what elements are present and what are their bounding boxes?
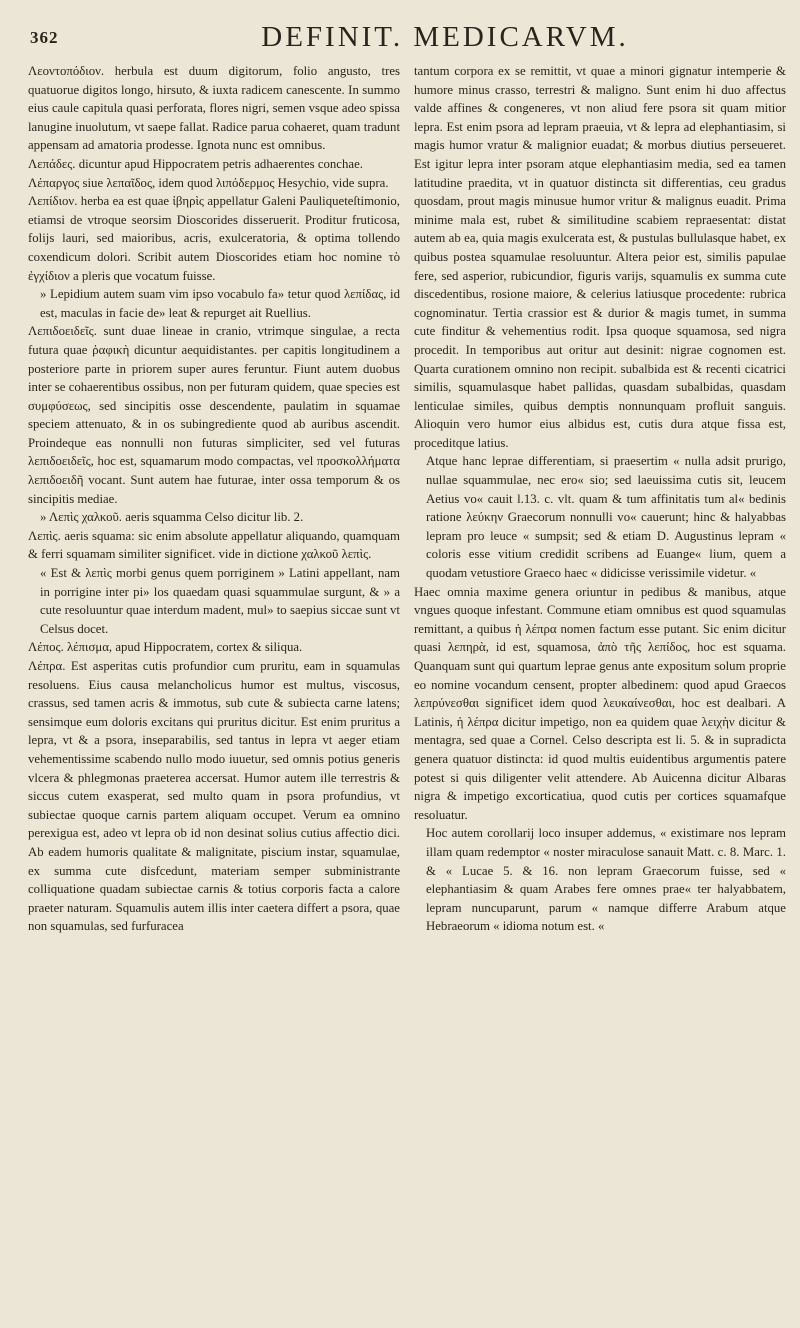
entry-paragraph: Λεπάδες. dicuntur apud Hippocratem petris adhaerentes conchae. <box>28 156 363 171</box>
quoted-paragraph: » Lepidium autem suam vim ipso vocabulo fa» tetur quod λεπίδας, id est, maculas in facie de» leat & repurget ait Ruellius. <box>40 287 400 320</box>
running-title: DEFINIT. MEDICARVM. <box>261 21 629 53</box>
quoted-paragraph: Hoc autem corollarij loco insuper addemus, « existimare nos lepram illam quam redemptor « noster miraculose sanauit Matt. c. 8. Marc. 1. & « Lucae 5. & 16. non lepram Graecorum fuisse, sed « elephantiasim & quam Arabes fere omnes prae« ter halyabbatem, lepram nuncuparunt, parum « namque differre Arabum atque Hebraeorum « idioma notum est. « <box>426 826 786 934</box>
entry-paragraph: Λεπίδιον. herba ea est quae ἰβηρὶς appellatur Galeni Pauliqueteſtimonio, etiamsi de vtroque seorsim Dioscorides disseruerit. Proditur fruticosa, folijs lauri, sed maioribus, acris, exulceratoria, & optima tollendo coxendicum dolori. Scribit autem Dioscorides etiam hoc nomine τὸ ἐγχίδιον a pleris que vocatum fuisse. <box>28 194 400 283</box>
quoted-paragraph: » Λεπὶς χαλκοῦ. aeris squamma Celso dicitur lib. 2. <box>40 510 304 525</box>
entry-paragraph: Λέπος. λέπισμα, apud Hippocratem, cortex & siliqua. <box>28 640 303 655</box>
entry-paragraph: Λεπὶς. aeris squama: sic enim absolute appellatur aliquando, quamquam & ferri squamam similiter significet. vide in dictione χαλκοῦ λεπὶς. <box>28 528 400 562</box>
entry-paragraph: Λεπιδοειδεῖς. sunt duae lineae in cranio, vtrimque singulae, a recta futura quae ῥαφικὴ dicuntur aequidistantes. per capitis longitudinem a posteriore parte in priorem super aures feruntur. Fiunt autem duobus inter se cohaerentibus ossibus, non per futuram quidem, quae species est συμφύσεως, sed sincipitis osse descendente, paulatim in squamae speciem attenuato, & in os subingrediente quod ab auribus ascendit. Proindeque eas nonnulli non futuras simpliciter, sed vel futuras λεπιδοειδεῖς, hoc est, squamarum modo compactas, vel προσκολλήματα λεπιδοειδῆ vocant. Sunt autem hae futurae, inter ossa temporum & os sincipitis mediae. <box>28 324 400 506</box>
quoted-paragraph: « Est & λεπὶς morbi genus quem porriginem » Latini appellant, nam in porrigine inter pi» los quaedam quasi squammulae surgunt, & » a cute resoluuntur quae interdum madent, mul» to saepius siccae sunt vt Celsus docet. <box>40 566 400 636</box>
entry-paragraph: Haec omnia maxime genera oriuntur in pedibus & manibus, atque vngues quoque infestant. Commune etiam omnibus est quod squamulas remittant, a quibus ἡ λέπρα nomen factum esse putant. Sic enim dicitur quasi λεπηρὰ, id est, squamosa, ἀπὸ τῆς λεπίδος, hoc est squama. Quanquam sunt qui quartum leprae genus ante expositum solum proprie eo nomine vocandum censent, propter albedinem: quod apud Graecos λεπρύνεσθαι significet idem quod λευκαίνεσθαι, hoc est dealbari. A Latinis, ἡ λέπρα dicitur impetigo, non ea quidem quae λειχὴν dicitur & mentagra, sed quae a Cornel. Celso descripta est li. 5. & in supradicta genera quatuor distincta: id quod multis euidentibus argumentis patere potest si quis diligenter velit attendere. Ab Auicenna dicitur Albaras nigra & impetigo excorticatiua, quod cutis per cortices squamafque resoluatur. <box>414 584 786 822</box>
right-column <box>414 62 786 1308</box>
left-column <box>28 62 400 1308</box>
entry-paragraph: Λέπρα. Est asperitas cutis profundior cum pruritu, eam in squamulas resoluens. Eius causa melancholicus humor est multus, viscosus, crassus, sed tamen acris & immotus, sub cute & subiecta carne latens; sensimque eum doloris excitans qui pruritus dicitur. Est enim pruritus a lepra, vt & a psora, inseparabilis, sed tantus in lepra vt aeger etiam vehementissime scabendo nullo modo iuuetur, sed omnis potius generis vlcera & phlegmonas praeterea accersat. Humor autem ille terrestris & siccus cutem exasperat, sed multo quam in psora profundius, vt subiectae quoque carnis partem aliquam occupet. Verum ea omnino perexigua est, adeo vt lepra ob id non desinat solius cutius affectio dici. Ab eadem humoris qualitate & malignitate, piscium instar, squamulae, ex summa cute disfcedunt, materiam semper subministrante colliquatione quadam subiectae carnis & totius corporis facta a calore praeter naturam. Squamulis autem illis inter caetera differt a psora, quae non squamulas, sed furfuracea <box>28 659 400 934</box>
page-number: 362 <box>30 28 59 47</box>
text-columns <box>28 62 786 1308</box>
page-header <box>30 16 780 53</box>
entry-paragraph: Λεοντοπόδιον. herbula est duum digitorum, folio angusto, tres quatuorue digitos longo, hirsuto, & iuxta radicem canescente. In summo eius caule capitula quasi perforata, flores nigri, semen vsque adeo spissa lanugine inuolutum, vt saepe fallat. Radice parua cohaeret, quam tradunt appensam ad amatoria prodesse. Ignota nunc est omnibus. <box>28 64 400 153</box>
entry-paragraph: Λέπαργος siue λεπαῖδος, idem quod λιπόδερμος Hesychio, vide supra. <box>28 175 389 190</box>
entry-paragraph: tantum corpora ex se remittit, vt quae a minori gignatur intemperie & humore minus crasso, terrestri & maligno. Sunt enim hi duo affectus valde affines & congeneres, vt non aliud fere psora sit quam mitior lepra. Est enim psora ad lepram praeuia, vt & lepra ad elephantiasim, si magis humor vratur & malignior euadat; & morbus diutius perseueret. Est igitur lepra inter psoram atque elephantiasim media, sed ea tamen latitudine praedita, vt in quatuor distincta sit differentias, ceu gradus quosdam, prout magis minusue humor vritur & malignus euadit. Prima minime mala est, rubet & similitudine scabiem repraesentat: distat autem ab ea, quia magis exulcerata est, & pustulas bullulasque habet, ex quibus postea squamulae resoluuntur. Altera peior est, similis papulae fere, sed asperior, rubicundior, figuris varijs, squamulis ex summa cute discedentibus, rosione maiore, & celerius latiusque procedente: rubrica cognominatur. Tertia crassior est & durior & magis tumet, in summa cute finditur & vehementius rodit. Ipsa quoque squamosa, sed nigra procedit. In temporibus aut oritur aut desinit: nigrae cognomen est. Quarta curationem omnino non recipit. subalbida est & recenti cicatrici similis, squamulasque habet pallidas, quasdam subalbidas, quasdam lenticulae similes, quibus demptis nonnunquam profluit sanguis. Alioquin vero humor eius albidus est, cutis dura atque fissa est, proceditque latius. <box>414 64 786 450</box>
quoted-paragraph: Atque hanc leprae differentiam, si praesertim « nulla adsit prurigo, nullae squammulae, nec ero« sio; sed laeuissima cutis sit, leucem Aetius vo« cauit l.13. c. vlt. quam & tum affinitatis tum al« bedinis ratione λεύκην Graecorum nonnulli vo« cauerunt; hinc & halyabbas lepram pro leuce « sumpsit; sed & etiam D. Augustinus lepram « coloris esse vitium credidit scribens ad Euange« lium, quem a quodam vetustiore Graeco haec « didicisse verissimile videtur. « <box>426 454 786 581</box>
